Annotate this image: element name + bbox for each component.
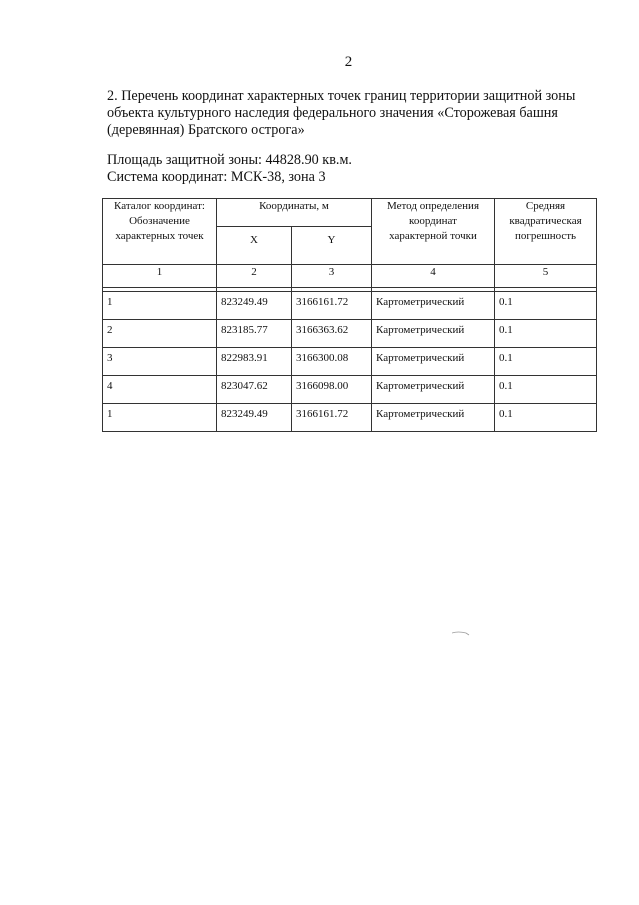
scan-speck: [452, 631, 470, 637]
column-number: 5: [495, 265, 597, 288]
point-cell: 1: [103, 292, 217, 320]
error-cell: 0.1: [495, 404, 597, 432]
y-cell: 3166161.72: [292, 404, 372, 432]
coordinates-table: [102, 198, 597, 432]
error-cell: 0.1: [495, 348, 597, 376]
page-number: 2: [344, 54, 353, 70]
x-cell: 823249.49: [217, 404, 292, 432]
y-cell: 3166300.08: [292, 348, 372, 376]
y-cell: 3166098.00: [292, 376, 372, 404]
header-error-line-3: погрешность: [514, 230, 577, 242]
header-method-line-2: координат: [409, 215, 457, 227]
table-row: [103, 376, 597, 404]
header-error: [495, 199, 597, 265]
table-header-row: [103, 199, 597, 227]
x-cell: 822983.91: [217, 348, 292, 376]
column-number: 2: [217, 265, 292, 288]
method-cell: Картометрический: [372, 348, 495, 376]
column-number: 3: [292, 265, 372, 288]
method-cell: Картометрический: [372, 292, 495, 320]
header-y: Y: [292, 227, 372, 265]
header-coordinates: Координаты, м: [217, 199, 372, 227]
header-method-line-3: характерной точки: [389, 230, 477, 242]
y-cell: 3166161.72: [292, 292, 372, 320]
header-catalog-line-3: характерных точек: [115, 230, 204, 242]
header-catalog-line-1: Каталог координат:: [114, 200, 205, 212]
table-row: [103, 292, 597, 320]
header-method: [372, 199, 495, 265]
x-cell: 823185.77: [217, 320, 292, 348]
table-row: [103, 348, 597, 376]
header-x: X: [217, 227, 292, 265]
header-method-line-1: Метод определения: [386, 200, 480, 212]
x-cell: 823249.49: [217, 292, 292, 320]
column-number: 1: [103, 265, 217, 288]
header-error-line-1: Средняя: [525, 200, 566, 212]
y-cell: 3166363.62: [292, 320, 372, 348]
x-cell: 823047.62: [217, 376, 292, 404]
error-cell: 0.1: [495, 376, 597, 404]
column-number: 4: [372, 265, 495, 288]
header-error-line-2: квадратическая: [509, 215, 582, 227]
method-cell: Картометрический: [372, 376, 495, 404]
heading-line-1: 2. Перечень координат характерных точек границ территории защитной зоны: [107, 88, 576, 104]
table-row: [103, 404, 597, 432]
zone-area: Площадь защитной зоны: 44828.90 кв.м.: [107, 152, 352, 168]
point-cell: 3: [103, 348, 217, 376]
point-cell: 2: [103, 320, 217, 348]
column-number-row: [103, 265, 597, 288]
header-catalog: [103, 199, 217, 265]
error-cell: 0.1: [495, 292, 597, 320]
heading-line-3: (деревянная) Братского острога»: [107, 122, 305, 138]
document-heading: [107, 88, 597, 139]
method-cell: Картометрический: [372, 320, 495, 348]
zone-info: [107, 152, 597, 186]
header-catalog-line-2: Обозначение: [129, 215, 190, 227]
point-cell: 4: [103, 376, 217, 404]
table-row: [103, 320, 597, 348]
method-cell: Картометрический: [372, 404, 495, 432]
error-cell: 0.1: [495, 320, 597, 348]
heading-line-2: объекта культурного наследия федерального значения «Сторожевая башня: [107, 105, 558, 121]
point-cell: 1: [103, 404, 217, 432]
coordinate-system: Система координат: МСК-38, зона 3: [107, 169, 326, 185]
